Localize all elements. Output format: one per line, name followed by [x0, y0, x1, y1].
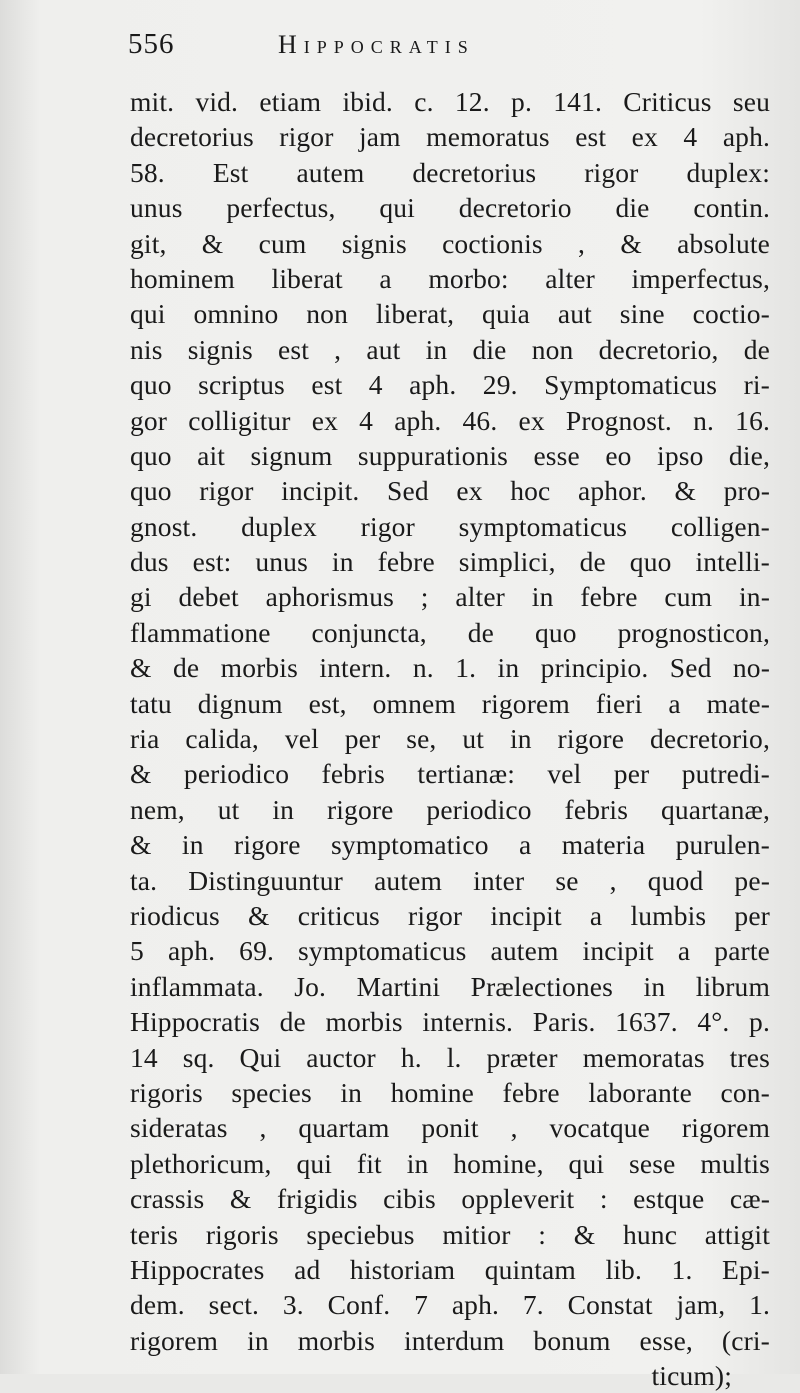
text-line: gor colligitur ex 4 aph. 46. ex Prognost. n. 16.: [130, 404, 770, 436]
text-line: git, & cum signis coctionis , & absolute: [130, 227, 770, 259]
text-line: plethoricum, qui fit in homine, qui sese multis: [130, 1147, 770, 1179]
text-line: rigorem in morbis interdum bonum esse, (cri-: [130, 1324, 770, 1356]
text-line: quo scriptus est 4 aph. 29. Symptomaticus ri-: [130, 369, 770, 401]
text-line: mit. vid. etiam ibid. c. 12. p. 141. Criticus seu: [130, 86, 770, 117]
text-line: Hippocratis de morbis internis. Paris. 1637. 4°. p.: [130, 1006, 770, 1038]
text-line: dus est: unus in febre simplici, de quo intelli-: [130, 546, 770, 578]
text-line: hominem liberat a morbo: alter imperfectus,: [130, 262, 770, 294]
text-line: riodicus & criticus rigor incipit a lumbis per: [130, 899, 770, 931]
text-line: inflammata. Jo. Martini Prælectiones in librum: [130, 970, 770, 1002]
text-line: sideratas , quartam ponit , vocatque rigorem: [130, 1112, 770, 1144]
text-line: ta. Distinguuntur autem inter se , quod pe-: [130, 864, 770, 896]
text-line: quo rigor incipit. Sed ex hoc aphor. & pro-: [130, 475, 770, 507]
body-text: [130, 84, 770, 1393]
text-line: nem, ut in rigore periodico febris quartanæ,: [130, 793, 770, 825]
text-line: teris rigoris speciebus mitior : & hunc attigit: [130, 1218, 770, 1250]
text-line: decretorius rigor jam memoratus est ex 4 aph.: [130, 121, 770, 153]
text-line: & de morbis intern. n. 1. in principio. Sed no-: [130, 652, 770, 684]
text-line: 58. Est autem decretorius rigor duplex:: [130, 156, 770, 188]
text-line: gnost. duplex rigor symptomaticus colligen-: [130, 510, 770, 542]
text-line: 5 aph. 69. symptomaticus autem incipit a parte: [130, 935, 770, 967]
text-line: flammatione conjuncta, de quo prognosticon,: [130, 616, 770, 648]
text-line: qui omnino non liberat, quia aut sine coctio-: [130, 298, 770, 330]
text-line: ticum);: [651, 1360, 732, 1392]
text-line: & in rigore symptomatico a materia purulen-: [130, 829, 770, 861]
text-line: nis signis est , aut in die non decretorio, de: [130, 333, 770, 365]
text-line: ria calida, vel per se, ut in rigore decretorio,: [130, 723, 770, 755]
text-line: dem. sect. 3. Conf. 7 aph. 7. Constat jam, 1.: [130, 1289, 770, 1321]
running-head: Hippocratis: [278, 30, 475, 59]
page-number: 556: [128, 28, 175, 60]
page-header: [128, 28, 628, 68]
text-line: quo ait signum suppurationis esse eo ipso die,: [130, 439, 770, 471]
text-line: 14 sq. Qui auctor h. l. præter memoratas tres: [130, 1041, 770, 1073]
text-line: Hippocrates ad historiam quintam lib. 1. Epi-: [130, 1253, 770, 1285]
text-line: unus perfectus, qui decretorio die contin.: [130, 192, 770, 224]
text-line: rigoris species in homine febre laborante con-: [130, 1076, 770, 1108]
text-line: & periodico febris tertianæ: vel per putredi-: [130, 758, 770, 790]
text-line: tatu dignum est, omnem rigorem fieri a mate-: [130, 687, 770, 719]
text-line: crassis & frigidis cibis oppleverit : estque cæ-: [130, 1183, 770, 1215]
text-line: gi debet aphorismus ; alter in febre cum in-: [130, 581, 770, 613]
